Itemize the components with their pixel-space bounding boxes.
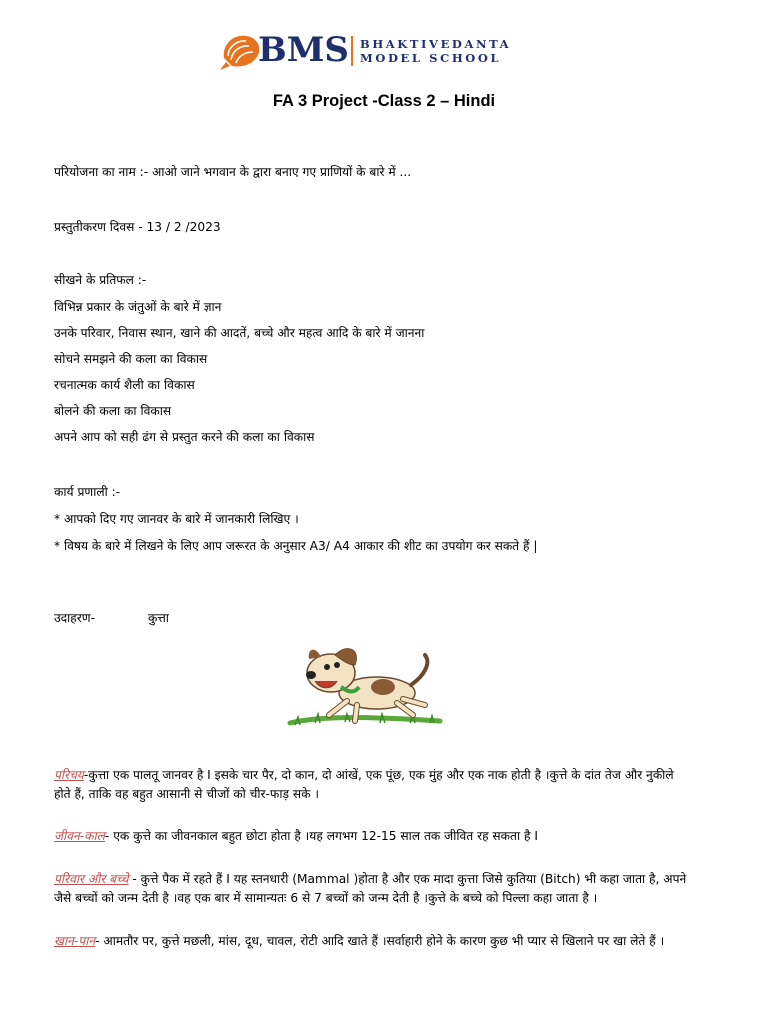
logo-school-name-line2: MODEL SCHOOL <box>360 51 502 65</box>
section-text-food: - आमतौर पर, कुत्ते मछली, मांस, दूध, चावल, रोटी आदि खाते हैं ।सर्वाहारी होने के कारण कुछ भी प्यार से खिलाने पर खा लेते हैं । <box>95 934 665 948</box>
submission-date: प्रस्तुतीकरण दिवस - 13 / 2 /2023 <box>54 220 221 234</box>
section-text-intro: -कुत्ता एक पालतू जानवर है I इसके चार पैर, दो कान, दो आंखें, एक पूंछ, एक मुंह और एक नाक होती है ।कुत्ते के दांत तेज और नुकीले होते हैं, ताकि वह बहुत आसानी से चीजों को चीर-फाड़ सके । <box>54 768 674 801</box>
method-heading: कार्य प्रणाली :- <box>54 485 121 499</box>
lifespan-section <box>54 827 694 846</box>
section-text-lifespan: - एक कुत्ते का जीवनकाल बहुत छोटा होता है ।यह लगभग 12-15 साल तक जीवित रह सकता है I <box>104 829 538 843</box>
outcome-item: उनके परिवार, निवास स्थान, खाने की आदतें, बच्चे और महत्व आदि के बारे में जानना <box>54 326 425 340</box>
method-item: * विषय के बारे में लिखने के लिए आप जरूरत के अनुसार A3/ A4 आकार की शीट का उपयोग कर सकते हैं | <box>54 539 538 553</box>
running-dog-illustration <box>285 635 445 730</box>
section-heading-food: खान-पान <box>54 934 96 948</box>
section-heading-lifespan: जीवन-काल <box>54 829 105 843</box>
example-label: उदाहरण- <box>54 611 95 625</box>
logo-divider <box>351 36 353 66</box>
outcome-item: रचनात्मक कार्य शैली का विकास <box>54 378 195 392</box>
example-animal: कुत्ता <box>148 611 169 625</box>
intro-section <box>54 766 694 804</box>
section-text-family: - कुत्ते पैक में रहते हैं I यह स्तनधारी (Mammal )होता है और एक मादा कुत्ता जिसे कुतिया (Bitch) भी कहा जाता है, अपने जैसे बच्चों को जन्म देती है ।वह एक बार में सामान्यतः 6 से 7 बच्चों को जन्म देती है ।कुत्ते के बच्चे को पिल्ला कहा जाता है । <box>54 872 687 905</box>
outcome-item: सोचने समझने की कला का विकास <box>54 352 208 366</box>
food-section <box>54 932 694 951</box>
logo-brand: BMS <box>258 30 349 70</box>
family-section <box>54 870 694 908</box>
outcome-item: अपने आप को सही ढंग से प्रस्तुत करने की कला का विकास <box>54 430 315 444</box>
section-heading-family: परिवार और बच्चे <box>54 872 129 886</box>
project-name: परियोजना का नाम :- आओ जाने भगवान के द्वारा बनाए गए प्राणियों के बारे में ... <box>54 165 412 179</box>
outcome-item: विभिन्न प्रकार के जंतुओं के बारे में ज्ञान <box>54 300 222 314</box>
page-title: FA 3 Project -Class 2 – Hindi <box>272 92 496 110</box>
logo-school-name-line1: BHAKTIVEDANTA <box>360 37 512 51</box>
section-heading-intro: परिचय <box>54 768 84 782</box>
method-item: * आपको दिए गए जानवर के बारे में जानकारी लिखिए । <box>54 512 299 526</box>
school-logo <box>218 26 518 76</box>
outcome-item: बोलने की कला का विकास <box>54 404 172 418</box>
outcomes-heading: सीखने के प्रतिफल :- <box>54 273 147 287</box>
